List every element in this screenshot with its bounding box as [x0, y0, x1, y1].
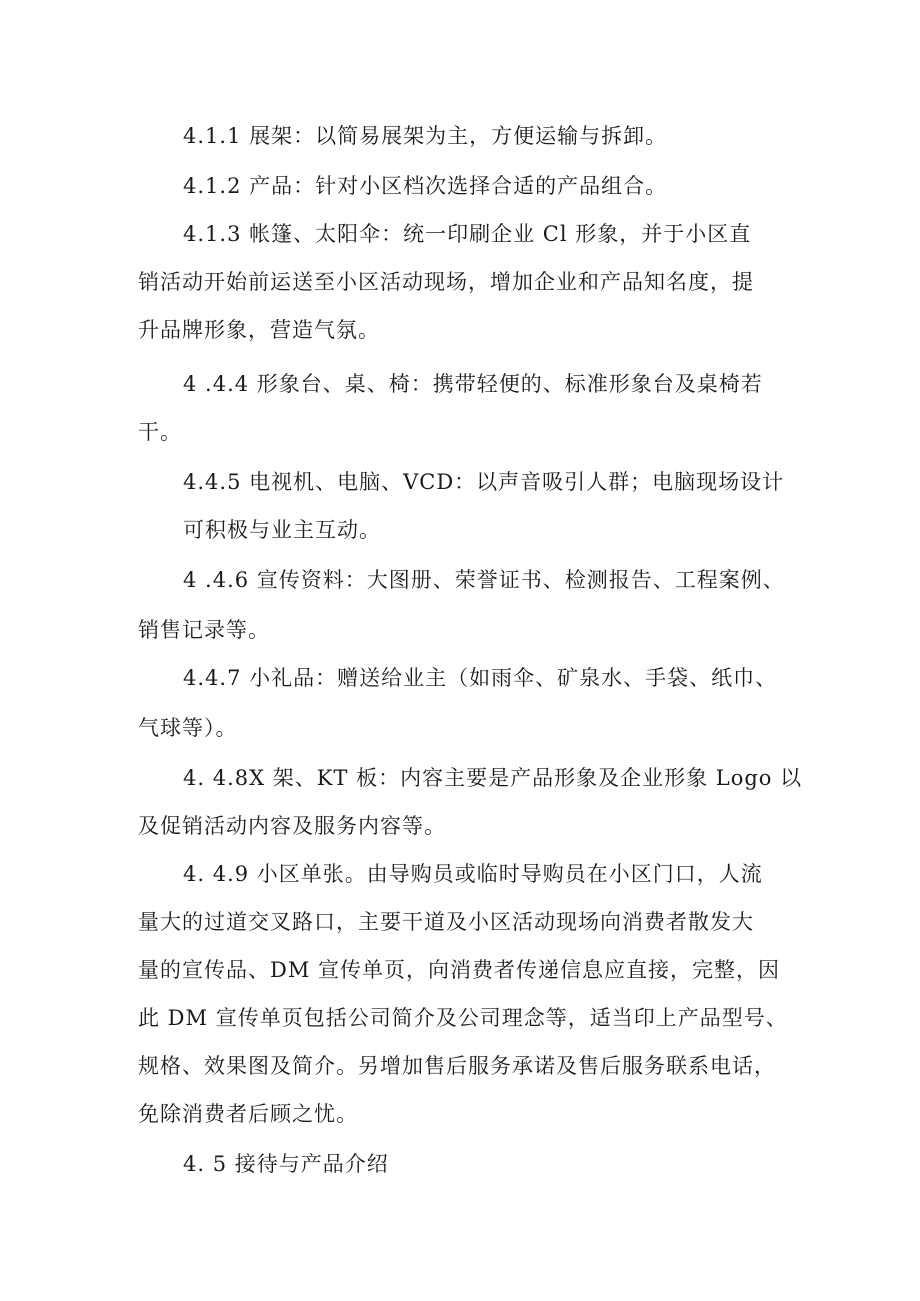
- paragraph-4-1-2: 4.1.2 产品：针对小区档次选择合适的产品组合。: [183, 174, 668, 198]
- paragraph-4-4-9-line-3: 量的宣传品、DM 宣传单页，向消费者传递信息应直接，完整，因: [138, 958, 781, 982]
- paragraph-4-4-5-line-2: 可积极与业主互动。: [183, 518, 381, 542]
- paragraph-4-1-3-line-1: 4.1.3 帐篷、太阳伞：统一印刷企业 Cl 形象，并于小区直: [183, 222, 752, 246]
- paragraph-4-4-6-line-1: 4 .4.6 宣传资料：大图册、荣誉证书、检测报告、工程案例、: [183, 568, 785, 592]
- paragraph-4-4-9-line-5: 规格、效果图及简介。另增加售后服务承诺及售后服务联系电话，: [138, 1054, 776, 1078]
- section-heading-4-5: 4. 5 接待与产品介绍: [183, 1152, 389, 1176]
- paragraph-4-4-4-line-2: 干。: [138, 420, 182, 444]
- paragraph-4-4-9-line-1: 4. 4.9 小区单张。由导购员或临时导购员在小区门口，人流: [183, 862, 763, 886]
- paragraph-4-1-3-line-2: 销活动开始前运送至小区活动现场，增加企业和产品知名度，提: [138, 270, 754, 294]
- paragraph-4-4-4-line-1: 4 .4.4 形象台、桌、椅：携带轻便的、标准形象台及桌椅若: [183, 372, 763, 396]
- paragraph-4-4-9-line-2: 量大的过道交叉路口，主要干道及小区活动现场向消费者散发大: [138, 910, 754, 934]
- paragraph-4-4-9-line-6: 免除消费者后顾之忧。: [138, 1102, 358, 1126]
- paragraph-4-4-9-line-4: 此 DM 宣传单页包括公司简介及公司理念等，适当印上产品型号、: [138, 1006, 788, 1030]
- paragraph-4-4-5-line-1: 4.4.5 电视机、电脑、VCD：以声音吸引人群；电脑现场设计: [183, 470, 785, 494]
- paragraph-4-4-7-line-2: 气球等）。: [138, 716, 238, 740]
- paragraph-4-4-8-line-1: 4. 4.8X 架、KT 板：内容主要是产品形象及企业形象 Logo 以: [183, 766, 803, 790]
- paragraph-4-4-8-line-2: 及促销活动内容及服务内容等。: [138, 814, 446, 838]
- paragraph-4-1-1: 4.1.1 展架：以简易展架为主，方便运输与拆卸。: [183, 124, 668, 148]
- paragraph-4-1-3-line-3: 升品牌形象，营造气氛。: [138, 318, 380, 342]
- paragraph-4-4-7-line-1: 4.4.7 小礼品：赠送给业主（如雨伞、矿泉水、手袋、纸巾、: [183, 666, 778, 690]
- paragraph-4-4-6-line-2: 销售记录等。: [138, 618, 270, 642]
